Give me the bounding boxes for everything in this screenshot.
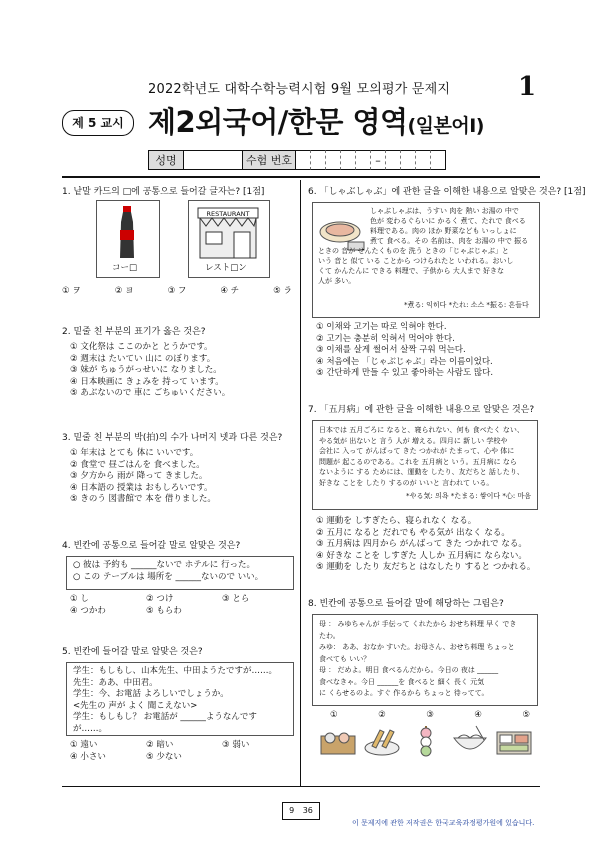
q4-box (66, 556, 294, 590)
q8-option-5[interactable]: ⑤ (522, 710, 530, 720)
q8-line: 食べても いい？ (319, 654, 371, 663)
q8-option-1[interactable]: ① (330, 710, 338, 720)
q7-option-1[interactable]: ① 運動を しすぎたら、寝られなく なる。 (316, 516, 477, 526)
q7-option-3[interactable]: ③ 五月病は 四月から がんばって きた つかれで なる。 (316, 539, 527, 549)
q6-option-4[interactable]: ④ 처음에는 「じゃぶじゃぶ」라는 이름이었다. (316, 356, 493, 367)
copyright-notice: 이 문제지에 관한 저작권은 한국교육과정평가원에 있습니다. (352, 819, 535, 827)
id-digit[interactable] (416, 150, 431, 170)
q2-option-4[interactable]: ④ 日本映画に きょみを 持って います。 (70, 376, 224, 387)
q7-stem: 7. 「五月病」에 관한 글을 이해한 내용으로 알맞은 것은? (308, 405, 535, 415)
q2-option-3[interactable]: ③ 妹が ちゅうがっせいに なりました。 (70, 365, 222, 375)
q1-option-3[interactable]: ③ フ (167, 286, 187, 296)
q8-line: 食べなきゃ。今日 ______を 食べると 細く 長く 元気 (319, 677, 485, 686)
q6-passage-line: くて かんたんに できる 料理で、子供から 大人まで 好きな (318, 267, 504, 275)
q5-options (70, 740, 290, 763)
identity-row (148, 150, 446, 170)
subject-sub: (일본어Ⅰ) (407, 115, 484, 137)
q3-option-3[interactable]: ③ 夕方から 雨が 降って きました。 (70, 471, 208, 481)
q5-line-5: 学生：もしもし？ お電話が ______ようなんですが……。 (73, 712, 257, 734)
q1-stem: 1. 낱말 카드의 □에 공통으로 들어갈 글자는? [1점] (62, 187, 265, 197)
q6-option-3[interactable]: ③ 이채를 살게 썰어서 살짝 구워 먹는다. (316, 345, 466, 355)
cola-bottle-icon (112, 206, 142, 260)
q8-line: 母 ： だめよ。明日 食べるんだから。今日の 夜は ______ (319, 666, 499, 674)
q5-line-2: 先生：ああ、中田君。 (73, 677, 158, 688)
id-digit[interactable] (356, 150, 371, 170)
bottom-rule (62, 786, 540, 787)
q6-passage-line: しゃぶしゃぶは、うすい 肉を 熱い お湯の 中で (370, 207, 519, 215)
q3-options (70, 448, 216, 506)
id-digit[interactable] (311, 150, 326, 170)
session-badge: 제 5 교시 (62, 110, 134, 136)
sushi-platter-icon (318, 724, 358, 758)
q7-option-2[interactable]: ② 五月に なると だれでも やる気が 出なく なる。 (316, 527, 510, 538)
total-pages: 36 (302, 806, 313, 815)
q6-option-5[interactable]: ⑤ 간단하게 만들 수 있고 좋아하는 사람도 많다. (316, 368, 494, 378)
q1-option-5[interactable]: ⑤ ラ (273, 286, 292, 296)
dango-skewer-icon (406, 724, 446, 758)
q6-passage-line: 料理である。肉の ほか 野菜なども いっしょに (370, 227, 517, 235)
q8-dialog-box (312, 614, 538, 706)
q4-line-2: ○ この テーブルは 場所を ______ないので いい。 (73, 571, 264, 582)
q5-line-4: <先生の 声が よく 聞こえない> (73, 700, 198, 711)
bento-box-icon (494, 724, 534, 758)
q6-passage (370, 206, 528, 246)
q6-stem: 6. 「しゃぶしゃぶ」에 관한 글을 이해한 내용으로 알맞은 것은? [1점] (308, 187, 586, 197)
name-label: 성명 (148, 150, 183, 170)
exam-title: 2022학년도 대학수학능력시험 9월 모의평가 문제지 (148, 82, 451, 97)
top-rule (62, 176, 540, 178)
q6-passage-line: ときの 音が せんたくものを 洗う ときの「じゃぶじゃぶ」と (318, 247, 509, 255)
q6-passage-line: 人が 多い。 (318, 277, 356, 285)
q7-passage-line: 会社に 入って がんばって きた つかれが たまって、心や 体に (319, 447, 515, 455)
q6-option-2[interactable]: ② 고기는 충분히 익혀서 먹어야 한다. (316, 333, 455, 344)
q4-option-3[interactable]: ③ とら (222, 594, 250, 604)
restaurant-building-icon (196, 206, 260, 260)
subject-main: 제2외국어/한문 영역 (148, 105, 408, 139)
q2-option-1[interactable]: ① 文化祭は ここのかと とうかです。 (70, 342, 213, 352)
q8-line: たわ。 (319, 631, 340, 640)
soba-noodle-bowl-icon (450, 724, 490, 758)
q7-passage-box (312, 420, 538, 510)
subject-title (148, 100, 484, 141)
q6-notes: *煮る: 익히다 *たれ: 소스 *振る: 흔들다 (404, 301, 529, 309)
q5-line-1: 学生：もしもし、山本先生、中田ようたですが……。 (73, 666, 278, 676)
page-number: 1 (518, 72, 537, 102)
q2-option-2[interactable]: ② 週末は たいてい 山に のぼります。 (70, 353, 216, 364)
q7-passage-line: 日本では 五月ごろに なると、寝られない、何も 食べたく ない、 (319, 426, 524, 434)
column-divider (300, 180, 301, 786)
q1-options (62, 286, 292, 298)
q7-passage-line: やる気が 出ないと 言う 人が 増える。四月に 新しい 学校や (319, 436, 508, 445)
q8-line: 母 ： みゆちゃんが 手伝って くれたから おせち料理 早く でき (319, 620, 517, 628)
q6-options (316, 322, 493, 380)
q5-stem: 5. 빈칸에 들어갈 말로 알맞은 것은? (62, 647, 203, 657)
q6-passage-line: 煮て 食べる。その 名前は、肉を お湯の 中で 振る (370, 237, 529, 245)
q8-option-3[interactable]: ③ (426, 710, 434, 720)
q5-option-2[interactable]: ② 暗い (146, 740, 174, 750)
q3-option-5[interactable]: ⑤ きのう 図書館で 本を 借りました。 (70, 494, 216, 504)
q2-stem: 2. 밑줄 친 부분의 표기가 옳은 것은? (62, 327, 206, 337)
q1-card-2-text: レスト□ン (205, 263, 247, 273)
id-digit[interactable] (326, 150, 341, 170)
q3-option-2[interactable]: ② 食堂で 昼ごはんを 食べました。 (70, 459, 205, 470)
q3-option-4[interactable]: ④ 日本語の 授業は おもしろいです。 (70, 482, 213, 493)
name-field[interactable] (183, 150, 242, 170)
q8-stem: 8. 빈칸에 공통으로 들어갈 말에 해당하는 그림은? (308, 599, 504, 609)
q4-option-2[interactable]: ② つけ (146, 594, 174, 604)
q8-line: に くらせるのよ。すぐ 作るから ちょっと 待ってて。 (319, 689, 489, 697)
q5-option-1[interactable]: ① 遠い (70, 740, 98, 750)
q6-passage-cont (318, 246, 513, 286)
q6-passage-line: いう 音と 似て いる ことから つけられたと いわれる。おいし (318, 257, 514, 265)
q5-option-5[interactable]: ⑤ 少ない (146, 751, 182, 762)
q7-option-5[interactable]: ⑤ 運動を したり 友だちと はなしたり すると つかれる。 (316, 562, 536, 572)
q7-options (316, 516, 535, 574)
current-page: 9 (289, 806, 295, 815)
q8-line: みゆ： ああ、おなか すいた。お母さん、おせち料理 ちょっと (319, 643, 515, 651)
id-digit[interactable] (386, 150, 401, 170)
q4-option-5[interactable]: ⑤ もらわ (146, 605, 182, 616)
q1-option-2[interactable]: ② ヨ (114, 286, 134, 296)
q1-option-1[interactable]: ① ヲ (62, 286, 81, 296)
q7-passage-line: ないように する ためには、運動を したり、友だちと 話したり、 (319, 468, 524, 476)
id-label: 수험 번호 (242, 150, 295, 170)
q1-option-4[interactable]: ④ チ (220, 286, 240, 296)
q4-option-1[interactable]: ① し (70, 594, 89, 604)
q2-options (70, 342, 230, 400)
q7-notes: *やる気: 의욕 *たまる: 쌓이다 *心: 마음 (405, 492, 531, 500)
q5-option-3[interactable]: ③ 弱い (222, 740, 250, 750)
id-dash: – (371, 150, 386, 170)
restaurant-sign: RESTAURANT (206, 210, 250, 218)
q8-option-4[interactable]: ④ (474, 710, 482, 720)
q4-options (70, 594, 290, 617)
tempura-icon (362, 724, 402, 758)
q6-option-1[interactable]: ① 이채와 고기는 따로 익혀야 한다. (316, 322, 447, 332)
q7-passage-line: 好きな ことを したり するのが いいと 言われて いる。 (319, 478, 494, 487)
q8-option-labels (330, 710, 530, 722)
q5-option-4[interactable]: ④ 小さい (70, 751, 106, 762)
q6-passage-line: 色が 変わるぐらいに かるく 煮て、たれで 食べる (370, 217, 526, 225)
q4-stem: 4. 빈칸에 공통으로 들어갈 말로 알맞은 것은? (62, 541, 241, 551)
q3-stem: 3. 밑줄 친 부분의 박(拍)의 수가 나머지 넷과 다른 것은? (62, 433, 283, 443)
q7-option-4[interactable]: ④ 好きな ことを しすぎた 人しか 五月病に ならない。 (316, 550, 527, 561)
id-digit[interactable] (431, 150, 446, 170)
q7-passage-line: 問題が 起こるのである。これを 五月病と いう。五月病に なら (319, 457, 517, 466)
page-indicator (282, 802, 320, 820)
id-digit[interactable] (401, 150, 416, 170)
q4-option-4[interactable]: ④ つかわ (70, 605, 106, 616)
q4-line-1: ○ 彼は 予約も ______ないで ホテルに 行った。 (73, 560, 256, 570)
q1-card-1-text: コー□ (112, 263, 138, 273)
q2-option-5[interactable]: ⑤ あぶないので 車に ごちゅいください。 (70, 388, 231, 398)
id-digit[interactable] (295, 150, 311, 170)
q5-box (66, 662, 294, 736)
q5-line-3: 学生：今、お電話 よろしいでしょうか。 (73, 689, 229, 699)
q3-option-1[interactable]: ① 年末は とても 体に いいです。 (70, 448, 199, 458)
q8-option-2[interactable]: ② (378, 710, 386, 720)
id-digit[interactable] (341, 150, 356, 170)
